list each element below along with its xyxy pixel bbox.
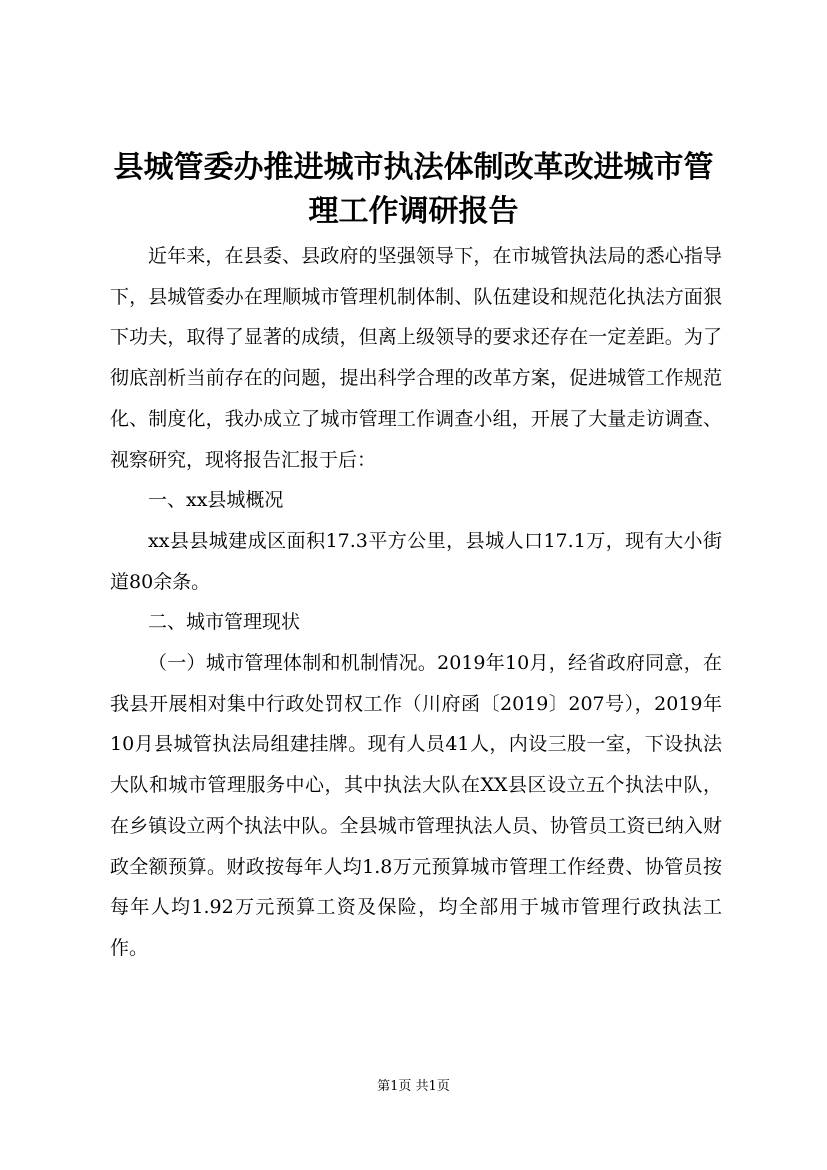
paragraph-county-overview: xx县县城建成区面积17.3平方公里，县城人口17.1万，现有大小街道80余条。 xyxy=(110,529,722,593)
paragraph-management-system: （一）城市管理体制和机制情况。2019年10月，经省政府同意，在我县开展相对集中行政处罚权工作（川府函〔2019〕207号），2019年10月县城管执法局组建挂牌。现有人员41人，内设三股一室，下设执法大队和城市管理服务中心，其中执法大队在XX县区设立五个执法中队，在乡镇设立两个执法中队。全县城市管理执法人员、协管员工资已纳入财政全额预算。财政按每年人均1.8万元预算城市管理工作经费、协管员按每年人均1.92万元预算工资及保险，均全部用于城市管理行政执法工作。 xyxy=(110,652,722,959)
section-heading-management-status: 二、城市管理现状 xyxy=(148,611,301,634)
page-footer: 第1页 共1页 xyxy=(377,1079,450,1094)
document-body xyxy=(110,236,722,969)
document-title: 县城管委办推进城市执法体制改革改进城市管理工作调研报告 xyxy=(113,150,714,229)
section-heading-county-overview: 一、xx县城概况 xyxy=(148,489,284,512)
paragraph-intro: 近年来，在县委、县政府的坚强领导下，在市城管执法局的悉心指导下，县城管委办在理顺城市管理机制体制、队伍建设和规范化执法方面狠下功夫，取得了显著的成绩，但离上级领导的要求还存在一定差距。为了彻底剖析当前存在的问题，提出科学合理的改革方案，促进城管工作规范化、制度化，我办成立了城市管理工作调查小组，开展了大量走访调查、视察研究，现将报告汇报于后： xyxy=(110,245,722,471)
